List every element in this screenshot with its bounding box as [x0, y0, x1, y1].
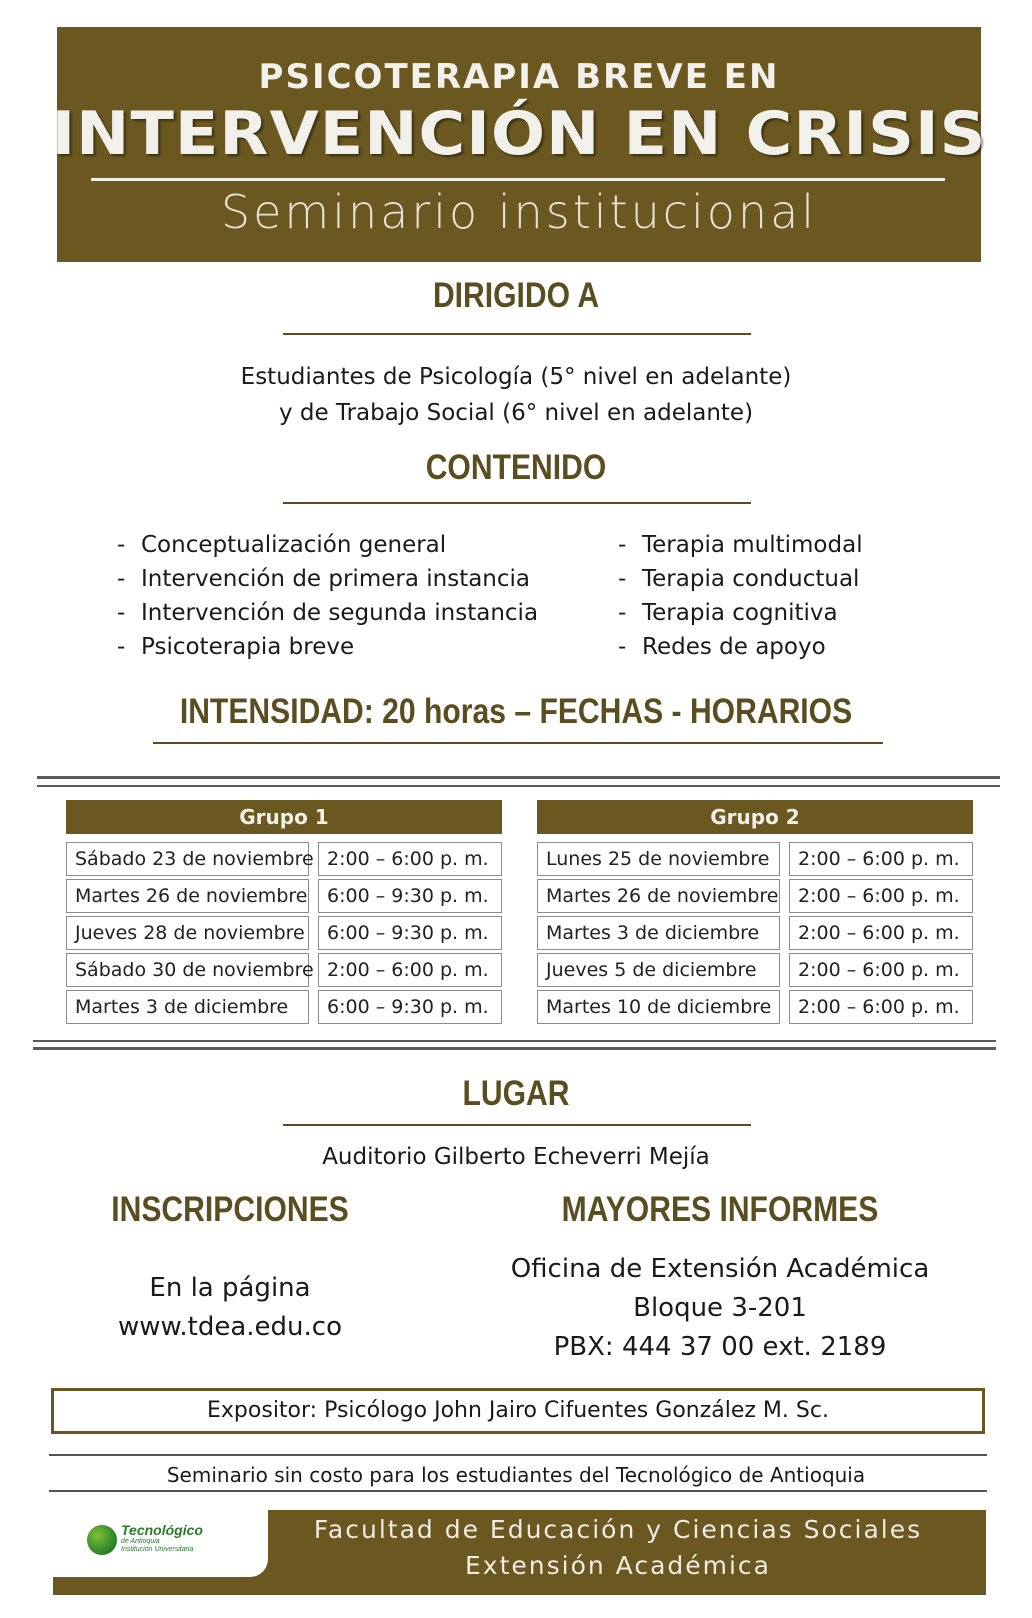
logo-subtitle: de Antioquia Institución Universitaria [121, 1538, 194, 1553]
costo-text: Seminario sin costo para los estudiantes del Tecnológico de Antioquia [166, 1463, 866, 1487]
list-item: - Conceptualización general [117, 532, 447, 558]
table-cell-time: 6:00 – 9:30 p. m. [318, 879, 502, 913]
table-cell-time: 2:00 – 6:00 p. m. [789, 879, 973, 913]
banner-divider [91, 178, 945, 181]
table-cell-time: 2:00 – 6:00 p. m. [789, 990, 973, 1024]
table-cell-date: Martes 3 de diciembre [66, 990, 309, 1024]
footer-faculty: Facultad de Educación y Ciencias Sociales [313, 1515, 923, 1544]
list-item: - Intervención de segunda instancia [117, 600, 539, 626]
banner-subtitle: PSICOTERAPIA BREVE EN [258, 57, 780, 97]
table-cell-date: Martes 26 de noviembre [537, 879, 780, 913]
inscripciones-line-1: En la página [149, 1273, 311, 1303]
schedule-bottom-rule [33, 1040, 996, 1042]
table-cell-time: 6:00 – 9:30 p. m. [318, 916, 502, 950]
table-cell-date: Jueves 5 de diciembre [537, 953, 780, 987]
table-cell-time: 2:00 – 6:00 p. m. [789, 953, 973, 987]
list-item: - Redes de apoyo [618, 634, 826, 660]
grupo1-header: Grupo 1 [66, 800, 502, 834]
footer-department: Extensión Académica [464, 1551, 772, 1580]
lugar-text: Auditorio Gilberto Echeverri Mejía [322, 1144, 710, 1170]
table-cell-date: Martes 26 de noviembre [66, 879, 309, 913]
list-item: - Terapia cognitiva [618, 600, 838, 626]
informes-title: MAYORES INFORMES [561, 1190, 879, 1229]
informes-line-2: Bloque 3-201 [633, 1293, 807, 1323]
list-item: - Terapia conductual [618, 566, 860, 592]
logo-globe-icon [87, 1525, 117, 1555]
inscripciones-url[interactable]: www.tdea.edu.co [117, 1312, 342, 1342]
logo-name: Tecnológico [121, 1522, 203, 1538]
lugar-divider [283, 1124, 751, 1126]
grupo2-header: Grupo 2 [537, 800, 973, 834]
table-cell-date: Martes 3 de diciembre [537, 916, 780, 950]
informes-line-1: Oficina de Extensión Académica [510, 1254, 930, 1284]
contenido-list-right [618, 528, 863, 664]
schedule-bottom-rule [33, 1047, 996, 1050]
table-cell-time: 6:00 – 9:30 p. m. [318, 990, 502, 1024]
header-banner [51, 27, 987, 262]
table-cell-time: 2:00 – 6:00 p. m. [789, 842, 973, 876]
list-item: - Psicoterapia breve [117, 634, 355, 660]
dirigido-line-1: Estudiantes de Psicología (5° nivel en adelante) [240, 364, 792, 390]
institution-logo [53, 1505, 268, 1577]
banner-title: INTERVENCIÓN EN CRISIS [51, 99, 987, 169]
footer-text [268, 1512, 968, 1584]
table-cell-time: 2:00 – 6:00 p. m. [318, 953, 502, 987]
costo-bottom-rule [49, 1490, 987, 1492]
schedule-top-rule [37, 785, 1000, 787]
costo-top-rule [49, 1454, 987, 1456]
contenido-title: CONTENIDO [425, 448, 607, 487]
lugar-title: LUGAR [462, 1074, 570, 1113]
table-cell-date: Sábado 30 de noviembre [66, 953, 309, 987]
schedule-top-rule [37, 776, 1000, 779]
intensidad-divider [153, 742, 883, 744]
contenido-list-left [117, 528, 538, 664]
banner-tagline: Seminario institucional [220, 185, 818, 239]
table-cell-time: 2:00 – 6:00 p. m. [318, 842, 502, 876]
table-cell-date: Sábado 23 de noviembre [66, 842, 309, 876]
expositor-box: Expositor: Psicólogo John Jairo Cifuentes González M. Sc. [51, 1388, 985, 1434]
dirigido-divider [283, 333, 751, 335]
table-cell-date: Jueves 28 de noviembre [66, 916, 309, 950]
list-item: - Terapia multimodal [618, 532, 863, 558]
list-item: - Intervención de primera instancia [117, 566, 531, 592]
dirigido-title: DIRIGIDO A [432, 276, 600, 315]
inscripciones-title: INSCRIPCIONES [111, 1190, 349, 1229]
table-cell-time: 2:00 – 6:00 p. m. [789, 916, 973, 950]
table-cell-date: Lunes 25 de noviembre [537, 842, 780, 876]
informes-phone: PBX: 444 37 00 ext. 2189 [553, 1332, 887, 1362]
contenido-divider [283, 502, 751, 504]
dirigido-line-2: y de Trabajo Social (6° nivel en adelante) [278, 400, 754, 426]
table-cell-date: Martes 10 de diciembre [537, 990, 780, 1024]
intensidad-title: INTENSIDAD: 20 horas – FECHAS - HORARIOS [179, 692, 853, 731]
